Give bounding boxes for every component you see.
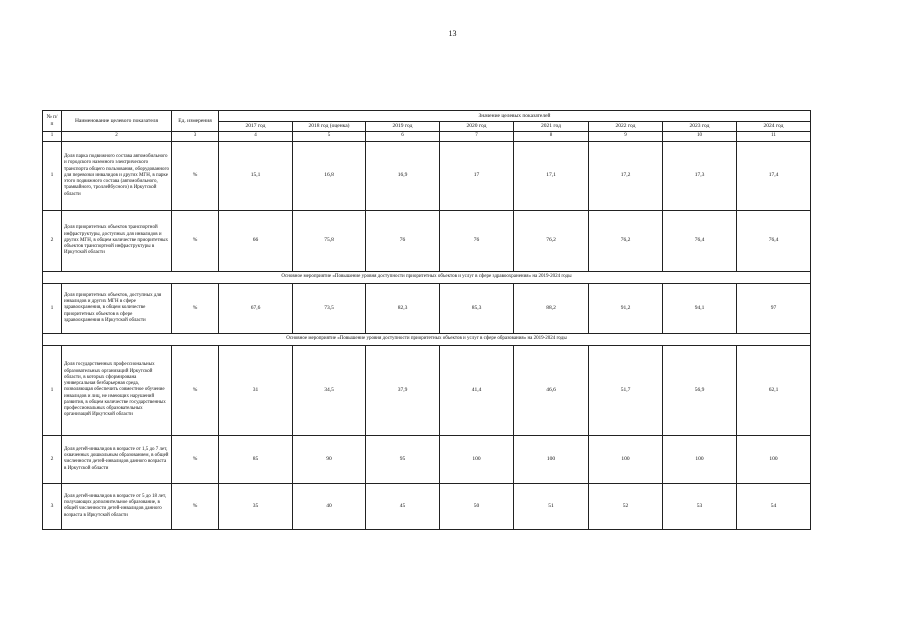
row-num: 2: [43, 435, 62, 483]
value-cell: 76: [366, 210, 440, 271]
column-index: 8: [514, 131, 589, 141]
indicator-name: Доля детей-инвалидов в возрасте от 5 до 18 лет, получающих дополнительное образование, в общей численности детей-инвалидов данного возраста в Иркутской области: [62, 483, 172, 529]
section-row: [43, 333, 811, 345]
value-cell: 34,5: [293, 345, 366, 435]
value-cell: 51: [514, 483, 589, 529]
section-title: Основное мероприятие «Повышение уровня доступности приоритетных объектов и услуг в сфере образования» на 2019-2024 годы: [43, 333, 811, 345]
table-row: [43, 141, 811, 210]
column-index: 1: [43, 131, 62, 141]
value-cell: 54: [737, 483, 811, 529]
value-cell: 31: [219, 345, 293, 435]
header-year: 2023 год: [663, 122, 737, 132]
indicator-name: Доля приоритетных объектов, доступных для инвалидов и других МГН в сфере здравоохранения, в общем количестве приоритетных объектов в сфере здравоохранения в Иркутской области: [62, 283, 172, 333]
row-num: 3: [43, 483, 62, 529]
table-row: [43, 345, 811, 435]
value-cell: 52: [589, 483, 663, 529]
target-indicators-table: [42, 110, 811, 530]
value-cell: 76,4: [663, 210, 737, 271]
value-cell: 88,2: [514, 283, 589, 333]
value-cell: 16,9: [366, 141, 440, 210]
column-index: 4: [219, 131, 293, 141]
column-index: 2: [62, 131, 172, 141]
value-cell: 100: [440, 435, 514, 483]
value-cell: 82,3: [366, 283, 440, 333]
header-year: 2020 год: [440, 122, 514, 132]
column-index: 10: [663, 131, 737, 141]
value-cell: 100: [663, 435, 737, 483]
row-num: 2: [43, 210, 62, 271]
value-cell: 100: [737, 435, 811, 483]
table-row: [43, 483, 811, 529]
value-cell: 51,7: [589, 345, 663, 435]
value-cell: 100: [589, 435, 663, 483]
value-cell: 17,4: [737, 141, 811, 210]
indicator-name: Доля детей-инвалидов в возрасте от 1,5 до 7 лет, охваченных дошкольным образованием, в общей численности детей-инвалидов данного возраста в Иркутской области: [62, 435, 172, 483]
unit: %: [172, 141, 219, 210]
indicator-name: Доля парка подвижного состава автомобильного и городского наземного электрического транспорта общего пользования, оборудованного для перевозки инвалидов и других МГН, в парке этого подвижного состава (автомобильного, трамвайного, троллейбусного) в Иркутской области: [62, 141, 172, 210]
row-num: 1: [43, 141, 62, 210]
value-cell: 40: [293, 483, 366, 529]
page-number: 13: [448, 29, 457, 38]
row-num: 1: [43, 345, 62, 435]
table-row: [43, 435, 811, 483]
value-cell: 90: [293, 435, 366, 483]
value-cell: 97: [737, 283, 811, 333]
value-cell: 17,1: [514, 141, 589, 210]
value-cell: 41,4: [440, 345, 514, 435]
header-values: Значение целевых показателей: [219, 111, 811, 122]
value-cell: 56,9: [663, 345, 737, 435]
table-row: [43, 283, 811, 333]
value-cell: 76,2: [589, 210, 663, 271]
header-year: 2019 год: [366, 122, 440, 132]
value-cell: 76,4: [737, 210, 811, 271]
header-year: 2018 год (оценка): [293, 122, 366, 132]
header-name: Наименование целевого показателя: [62, 111, 172, 132]
value-cell: 17,2: [589, 141, 663, 210]
value-cell: 76: [440, 210, 514, 271]
value-cell: 53: [663, 483, 737, 529]
header-row: [43, 111, 811, 122]
value-cell: 17: [440, 141, 514, 210]
section-row: [43, 271, 811, 283]
value-cell: 94,1: [663, 283, 737, 333]
header-unit: Ед. измерения: [172, 111, 219, 132]
value-cell: 76,2: [514, 210, 589, 271]
value-cell: 35: [219, 483, 293, 529]
column-index-row: [43, 131, 811, 141]
column-index: 5: [293, 131, 366, 141]
value-cell: 16,8: [293, 141, 366, 210]
value-cell: 17,3: [663, 141, 737, 210]
value-cell: 66: [219, 210, 293, 271]
header-year: 2017 год: [219, 122, 293, 132]
value-cell: 73,5: [293, 283, 366, 333]
table-row: [43, 210, 811, 271]
column-index: 7: [440, 131, 514, 141]
value-cell: 45: [366, 483, 440, 529]
header-year: 2024 год: [737, 122, 811, 132]
header-year: 2022 год: [589, 122, 663, 132]
value-cell: 95: [366, 435, 440, 483]
value-cell: 50: [440, 483, 514, 529]
value-cell: 85,3: [440, 283, 514, 333]
column-index: 3: [172, 131, 219, 141]
value-cell: 85: [219, 435, 293, 483]
indicator-name: Доля приоритетных объектов транспортной инфраструктуры, доступных для инвалидов и других МГН, в общем количестве приоритетных объектов транспортной инфраструктуры в Иркутской области: [62, 210, 172, 271]
section-title: Основное мероприятие «Повышение уровня доступности приоритетных объектов и услуг в сфере здравоохранения» на 2019-2024 годы: [43, 271, 811, 283]
unit: %: [172, 283, 219, 333]
row-num: 1: [43, 283, 62, 333]
unit: %: [172, 345, 219, 435]
value-cell: 37,9: [366, 345, 440, 435]
value-cell: 91,2: [589, 283, 663, 333]
unit: %: [172, 210, 219, 271]
indicator-name: Доля государственных профессиональных образовательных организаций Иркутской области, в которых сформирована универсальная безбарьерная среда, позволяющая обеспечить совместное обучение инвалидов и лиц, не имеющих нарушений развития, в общем количестве государственных профессиональных образовательных организаций Иркутской области: [62, 345, 172, 435]
column-index: 6: [366, 131, 440, 141]
value-cell: 46,6: [514, 345, 589, 435]
value-cell: 67,6: [219, 283, 293, 333]
value-cell: 15,1: [219, 141, 293, 210]
value-cell: 62,1: [737, 345, 811, 435]
header-num: № п/п: [43, 111, 62, 132]
column-index: 9: [589, 131, 663, 141]
value-cell: 75,8: [293, 210, 366, 271]
column-index: 11: [737, 131, 811, 141]
unit: %: [172, 435, 219, 483]
value-cell: 100: [514, 435, 589, 483]
unit: %: [172, 483, 219, 529]
header-year: 2021 год: [514, 122, 589, 132]
